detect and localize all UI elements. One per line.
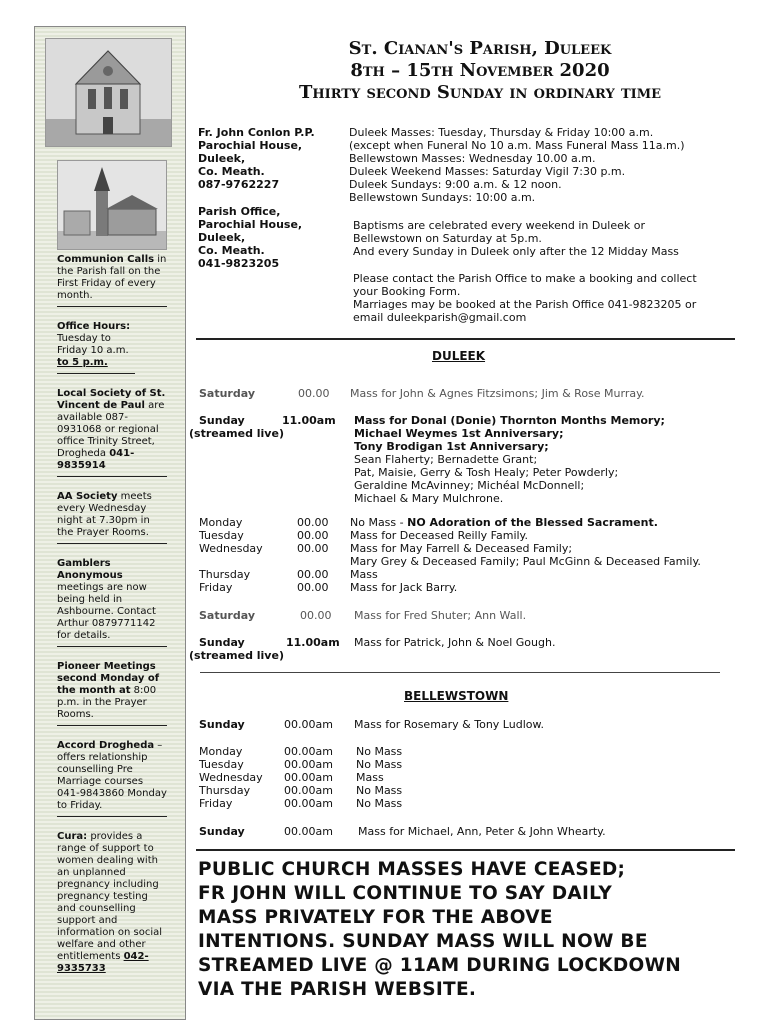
liturgical-sunday: Thirty second Sunday in ordinary time [298,82,662,103]
aa-text: meets every Wednesday night at 7.30pm in the Prayer Rooms. [57,491,152,538]
priest-contact-line: Duleek, [198,152,246,165]
svp-phone: 041-9835914 [57,448,135,471]
booking-info [353,272,697,324]
duleek-weekday-time: 00.00 [297,516,329,529]
duleek-weekday-intention: Mass for Jack Barry. [350,581,458,594]
duleek-weekday-row [199,529,739,542]
date-range: 8th – 15th November 2020 [350,60,610,81]
schedule-line: Bellewstown Masses: Wednesday 10.00 a.m. [349,152,596,165]
duleek-sat-time: 00.00 [298,387,330,400]
duleek-weekday-day: Wednesday [199,542,263,555]
bellewstown-weekday-day: Thursday [199,784,251,797]
schedule-line: Duleek Masses: Tuesday, Thursday & Friday 10:00 a.m. [349,126,654,139]
bellewstown-weekday-row [199,758,599,771]
communion-calls-text: in the Parish fall on the First Friday of every month. [57,254,167,301]
duleek-weekday-intention: Mass for Deceased Reilly Family. [350,529,528,542]
duleek-weekday-row [199,568,739,581]
bellewstown-weekday-intention: No Mass [356,784,403,797]
bellewstown-sun-day: Sunday [199,718,245,731]
duleek-sat-day: Saturday [199,387,255,400]
accord-title: Accord Drogheda [57,740,155,751]
priest-contact-line: Parochial House, [198,139,303,152]
communion-calls-title: Communion Calls [57,254,155,265]
baptism-line: Baptisms are celebrated every weekend in Duleek or [353,219,646,232]
duleek-sun2-stream-note: (streamed live) [189,649,284,662]
duleek-sun2-time: 11.00am [286,636,340,649]
duleek-sun-stream-note: (streamed live) [189,427,284,440]
office-contact-line: Parish Office, [198,205,281,218]
duleek-sun2-intentions: Mass for Patrick, John & Noel Gough. [354,636,556,649]
pioneer-title: Pioneer Meetings second Monday of the month at [57,661,160,696]
communion-calls-block [57,254,167,307]
bellewstown-weekday-time: 00.00am [284,797,333,810]
parish-title: St. Cianan's Parish, Duleek [348,38,612,59]
duleek-weekday-note: NO Adoration of the Blessed Sacrament. [407,516,658,529]
accord-text: – offers relationship counselling Pre Marriage courses 041-9843860 Monday to Friday. [57,740,167,811]
booking-line: your Booking Form. [353,285,461,298]
bellewstown-weekday-row [199,797,599,810]
cura-title: Cura: [57,831,88,842]
priest-contact-line: Fr. John Conlon P.P. [198,126,315,139]
booking-line: Marriages may be booked at the Parish Office 041-9823205 or [353,298,697,311]
duleek-sun2-day: Sunday [199,636,245,649]
mass-schedule [349,126,685,204]
duleek-weekday-day [199,555,297,568]
duleek-weekday-time: 00.00 [297,529,329,542]
notice-line: STREAMED LIVE @ 11AM DURING LOCKDOWN [198,955,682,976]
sidebar-notices [57,254,167,979]
booking-line: Please contact the Parish Office to make a booking and collect [353,272,697,285]
baptism-line: And every Sunday in Duleek only after the 12 Midday Mass [353,245,679,258]
bellewstown-weekday-intention: No Mass [356,797,403,810]
baptism-line: Bellewstown on Saturday at 5p.m. [353,232,542,245]
bellewstown-weekday-masses [199,745,599,810]
office-contact-line: Co. Meath. [198,244,265,257]
bellewstown-weekday-time: 00.00am [284,758,333,771]
church-photo-duleek [45,38,172,147]
bellewstown-weekday-day: Wednesday [199,771,263,784]
sunday-intention-line: Michael Weymes 1st Anniversary; [354,427,564,440]
bellewstown-weekday-time: 00.00am [284,771,333,784]
duleek-weekday-intention: Mass for May Farrell & Deceased Family; [350,542,573,555]
priest-contact [198,126,315,191]
priest-contact-line: 087-9762227 [198,178,280,191]
bellewstown-sun2-day: Sunday [199,825,245,838]
bellewstown-weekday-day: Monday [199,745,243,758]
bellewstown-sun-intentions: Mass for Rosemary & Tony Ludlow. [354,718,544,731]
bellewstown-weekday-row [199,745,599,758]
duleek-weekday-day: Monday [199,516,243,529]
duleek-weekday-day: Friday [199,581,233,594]
cura-text: provides a range of support to women dealing with an unplanned pregnancy including pregnancy testing and counselling support and information on social welfare and other entitlements [57,831,163,962]
bellewstown-weekday-day: Tuesday [199,758,244,771]
office-hours-closing: to 5 p.m. [57,357,108,368]
sunday-intention-line: Mass for Donal (Donie) Thornton Months Memory; [354,414,665,427]
sunday-intention-line: Tony Brodigan 1st Anniversary; [354,440,549,453]
office-hours-block [57,321,135,374]
notice-line: PUBLIC CHURCH MASSES HAVE CEASED; [198,859,626,880]
divider-middle [200,672,720,673]
bellewstown-sun-time: 00.00am [284,718,333,731]
sunday-intention-line: Geraldine McAvinney; Michéal McDonnell; [354,479,585,492]
duleek-weekday-day: Tuesday [199,529,244,542]
schedule-line: Duleek Sundays: 9:00 a.m. & 12 noon. [349,178,562,191]
duleek-weekday-row [199,516,739,529]
sunday-intention-line: Sean Flaherty; Bernadette Grant; [354,453,538,466]
duleek-weekday-intention: Mass [350,568,378,581]
duleek-sun-day: Sunday [199,414,245,427]
schedule-line: Bellewstown Sundays: 10:00 a.m. [349,191,536,204]
bellewstown-heading: BELLEWSTOWN [404,689,509,703]
duleek-weekday-row [199,555,739,568]
lockdown-notice [198,858,758,1002]
notice-line: FR JOHN WILL CONTINUE TO SAY DAILY [198,883,613,904]
aa-block [57,491,167,544]
duleek-sat2-time: 00.00 [300,609,332,622]
duleek-weekday-day: Thursday [199,568,251,581]
duleek-weekday-time [297,555,350,568]
notice-line: VIA THE PARISH WEBSITE. [198,979,477,1000]
duleek-weekday-intention: Mary Grey & Deceased Family; Paul McGinn & Deceased Family. [350,555,701,568]
notice-line: INTENTIONS. SUNDAY MASS WILL NOW BE [198,931,648,952]
bellewstown-weekday-time: 00.00am [284,745,333,758]
svp-block [57,388,167,477]
svp-title: Local Society of St. Vincent de Paul [57,388,166,411]
duleek-weekday-intention: No Mass - NO Adoration of the Blessed Sacrament. [350,516,658,529]
priest-contact-line: Co. Meath. [198,165,265,178]
baptism-info [353,219,679,258]
sunday-intention-line: Michael & Mary Mulchrone. [354,492,504,505]
gamblers-block [57,558,167,647]
bellewstown-weekday-day: Friday [199,797,233,810]
duleek-sun-intentions [354,414,665,505]
pioneer-text: 8:00 p.m. in the Prayer Rooms. [57,685,157,720]
bellewstown-weekday-row [199,771,599,784]
duleek-weekday-time: 00.00 [297,581,329,594]
church-photo-bellewstown [57,160,167,250]
duleek-sat2-day: Saturday [199,609,255,622]
office-contact-line: Duleek, [198,231,246,244]
office-contact-line: Parochial House, [198,218,303,231]
duleek-sat2-intentions: Mass for Fred Shuter; Ann Wall. [354,609,527,622]
aa-title: AA Society [57,491,118,502]
duleek-heading: DULEEK [432,349,486,363]
bellewstown-sun2-time: 00.00am [284,825,333,838]
bellewstown-weekday-time: 00.00am [284,784,333,797]
booking-line: email duleekparish@gmail.com [353,311,527,324]
office-hours-text: Tuesday to Friday 10 a.m. [57,333,129,356]
divider-top [196,338,735,340]
cura-phone: 042-9335733 [57,951,149,974]
gamblers-title: Gamblers Anonymous [57,558,123,581]
bellewstown-weekday-intention: No Mass [356,758,403,771]
duleek-weekday-masses [199,516,739,594]
office-contact-line: 041-9823205 [198,257,280,270]
cura-block [57,831,167,979]
duleek-weekday-row [199,581,739,594]
duleek-weekday-time: 00.00 [297,542,329,555]
pioneer-block [57,661,167,726]
accord-block [57,740,167,817]
bellewstown-sun2-intentions: Mass for Michael, Ann, Peter & John Whearty. [358,825,606,838]
office-contact [198,205,302,270]
office-hours-title: Office Hours: [57,321,131,332]
divider-bottom [196,849,735,851]
duleek-sun-time: 11.00am [282,414,336,427]
bellewstown-weekday-intention: Mass [356,771,384,784]
duleek-sat-intentions: Mass for John & Agnes Fitzsimons; Jim & Rose Murray. [350,387,645,400]
notice-line: MASS PRIVATELY FOR THE ABOVE [198,907,553,928]
schedule-line: (except when Funeral No 10 a.m. Mass Funeral Mass 11a.m.) [349,139,685,152]
duleek-weekday-row [199,542,739,555]
gamblers-text: meetings are now being held in Ashbourne. Contact Arthur 0879771142 for details. [57,582,156,641]
bellewstown-weekday-row [199,784,599,797]
duleek-weekday-time: 00.00 [297,568,329,581]
schedule-line: Duleek Weekend Masses: Saturday Vigil 7:30 p.m. [349,165,626,178]
svp-text: are available 087-0931068 or regional office Trinity Street, Drogheda [57,400,165,459]
bellewstown-weekday-intention: No Mass [356,745,403,758]
sunday-intention-line: Pat, Maisie, Gerry & Tosh Healy; Peter Powderly; [354,466,619,479]
